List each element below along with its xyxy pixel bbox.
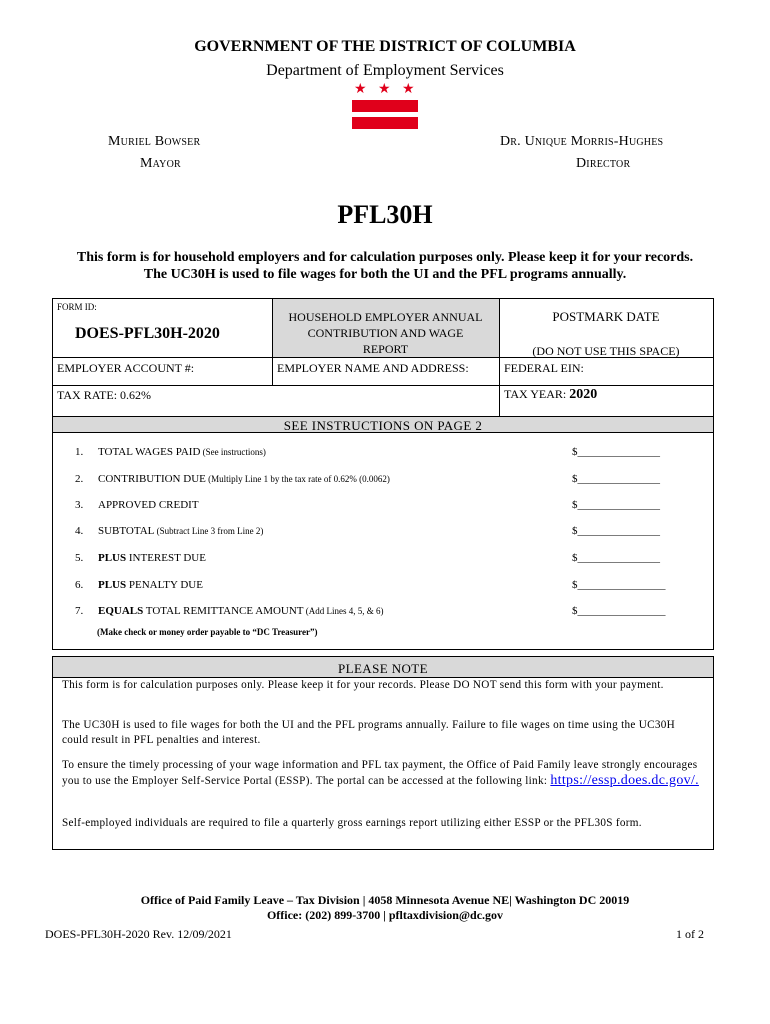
line-description: SUBTOTAL (Subtract Line 3 from Line 2): [98, 525, 264, 537]
line-description: TOTAL WAGES PAID (See instructions): [98, 446, 266, 458]
line-number: 5.: [75, 552, 84, 564]
amount-field[interactable]: $_______________: [572, 525, 660, 537]
director-title: Director: [576, 156, 631, 171]
form-code: PFL30H: [337, 200, 433, 229]
amount-field[interactable]: $________________: [572, 579, 666, 591]
mayor-title: Mayor: [140, 156, 181, 171]
line-number: 4.: [75, 525, 84, 537]
tax-rate-label: TAX RATE: 0.62%: [57, 388, 152, 402]
line-description: PLUS INTEREST DUE: [98, 552, 206, 564]
note-paragraph-2: The UC30H is used to file wages for both the UI and the PFL programs annually. Failure to file wages on time using the UC30H could result in PFL penalties and interest.: [62, 719, 676, 746]
director-name: Dr. Unique Morris-Hughes: [500, 134, 664, 149]
dc-flag-icon: ★ ★ ★: [352, 83, 418, 131]
payable-note: (Make check or money order payable to “DC Treasurer”): [97, 627, 318, 637]
federal-ein-label: FEDERAL EIN:: [504, 361, 584, 375]
note-paragraph-1: This form is for calculation purposes only. Please keep it for your records. Please DO NOT send this form with your payment.: [62, 679, 664, 691]
intro-line-1: This form is for household employers and for calculation purposes only. Please keep it for your records.: [76, 250, 694, 265]
line-number: 3.: [75, 499, 84, 511]
amount-field[interactable]: $_______________: [572, 473, 660, 485]
revision-code: DOES-PFL30H-2020 Rev. 12/09/2021: [45, 927, 232, 941]
amount-field[interactable]: $_______________: [572, 552, 660, 564]
employer-account-label: EMPLOYER ACCOUNT #:: [57, 361, 195, 375]
department-name: Department of Employment Services: [266, 62, 504, 79]
footer-address: Office of Paid Family Leave – Tax Division | 4058 Minnesota Avenue NE| Washington DC 20019: [140, 893, 630, 907]
line-description: CONTRIBUTION DUE (Multiply Line 1 by the tax rate of 0.62% (0.0062): [98, 473, 390, 485]
form-id-value: DOES-PFL30H-2020: [75, 325, 220, 342]
page-number: 1 of 2: [676, 927, 704, 941]
line-number: 2.: [75, 473, 84, 485]
postmark-label: POSTMARK DATE: [552, 309, 660, 324]
report-title: HOUSEHOLD EMPLOYER ANNUAL CONTRIBUTION AND WAGE REPORT: [288, 310, 483, 356]
amount-field[interactable]: $_______________: [572, 499, 660, 511]
form-id-label: FORM ID:: [57, 302, 97, 312]
government-title: GOVERNMENT OF THE DISTRICT OF COLUMBIA: [194, 38, 576, 55]
footer-contact: Office: (202) 899-3700 | pfltaxdivision@dc.gov: [266, 908, 504, 922]
amount-field[interactable]: $_______________: [572, 446, 660, 458]
essp-link[interactable]: https://essp.does.dc.gov/.: [550, 773, 699, 788]
line-number: 7.: [75, 605, 84, 617]
note-paragraph-4: Self-employed individuals are required to file a quarterly gross earnings report utilizing either ESSP or the PFL30S form.: [62, 817, 642, 829]
line-description: PLUS PENALTY DUE: [98, 579, 203, 591]
note-paragraph-3: To ensure the timely processing of your wage information and PFL tax payment, the Office of Paid Family leave strongly encourages you to use the Employer Self-Service Portal (ESSP). The portal can be accessed at the following link: https://essp.does.dc.gov/.: [62, 759, 699, 788]
line-number: 1.: [75, 446, 84, 458]
mayor-name: Muriel Bowser: [108, 134, 201, 149]
note-header: PLEASE NOTE: [338, 661, 428, 676]
line-description: EQUALS TOTAL REMITTANCE AMOUNT (Add Lines 4, 5, & 6): [98, 605, 384, 617]
line-number: 6.: [75, 579, 84, 591]
instructions-header: SEE INSTRUCTIONS ON PAGE 2: [283, 418, 483, 433]
intro-line-2: The UC30H is used to file wages for both the UI and the PFL programs annually.: [143, 267, 627, 282]
line-description: APPROVED CREDIT: [98, 499, 199, 511]
tax-year: TAX YEAR: 2020: [504, 387, 598, 402]
amount-field[interactable]: $________________: [572, 605, 666, 617]
employer-name-label: EMPLOYER NAME AND ADDRESS:: [277, 361, 469, 375]
postmark-note: (DO NOT USE THIS SPACE): [532, 344, 680, 358]
